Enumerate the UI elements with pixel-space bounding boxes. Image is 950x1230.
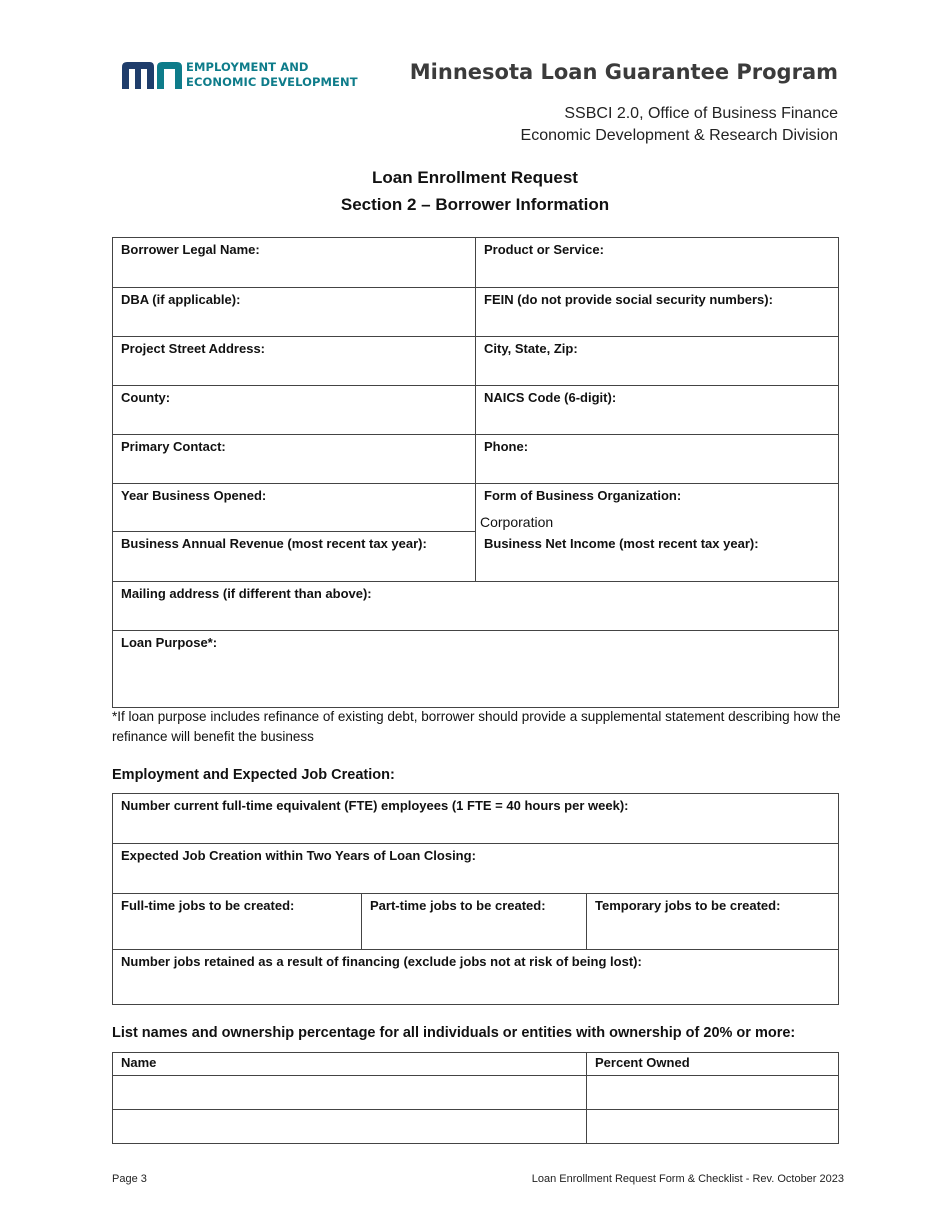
annual-revenue-field[interactable] xyxy=(113,532,476,582)
ownership-heading: List names and ownership percentage for all individuals or entities with ownership of 20% or more: xyxy=(112,1025,796,1041)
field-label: Form of Business Organization: xyxy=(484,488,682,503)
full-time-jobs-field[interactable] xyxy=(113,894,362,950)
naics-field[interactable] xyxy=(476,386,839,435)
field-label: Number current full-time equivalent (FTE) employees (1 FTE = 40 hours per week): xyxy=(121,798,629,813)
deed-logo xyxy=(120,59,365,91)
current-fte-field[interactable] xyxy=(113,794,839,844)
part-time-jobs-field[interactable] xyxy=(362,894,587,950)
office-subtitle: SSBCI 2.0, Office of Business Finance xyxy=(564,105,838,122)
primary-contact-field[interactable] xyxy=(113,435,476,484)
field-label: Business Net Income (most recent tax year): xyxy=(484,536,759,551)
temporary-jobs-field[interactable] xyxy=(587,894,839,950)
field-label: Full-time jobs to be created: xyxy=(121,898,295,913)
business-org-cell xyxy=(476,484,839,582)
form-of-organization-field[interactable] xyxy=(476,484,838,532)
field-label: City, State, Zip: xyxy=(484,341,578,356)
column-label: Name xyxy=(121,1055,157,1070)
form-title: Loan Enrollment Request xyxy=(372,168,578,187)
field-label: Phone: xyxy=(484,439,529,454)
field-label: County: xyxy=(121,390,171,405)
field-label: Expected Job Creation within Two Years of Loan Closing: xyxy=(121,848,476,863)
percent-owned-column-header xyxy=(587,1053,839,1076)
column-label: Percent Owned xyxy=(595,1055,690,1070)
field-label: DBA (if applicable): xyxy=(121,292,241,307)
field-label: Mailing address (if different than above): xyxy=(121,586,372,601)
fein-field[interactable] xyxy=(476,288,839,337)
mn-logo-icon xyxy=(120,59,184,91)
division-subtitle: Economic Development & Research Division xyxy=(520,127,838,144)
field-label: FEIN (do not provide social security numbers): xyxy=(484,292,773,307)
section-title: Section 2 – Borrower Information xyxy=(340,195,610,214)
logo-line-1: EMPLOYMENT AND xyxy=(186,60,309,74)
field-label: Number jobs retained as a result of financing (exclude jobs not at risk of being lost): xyxy=(121,954,642,969)
employment-table xyxy=(112,793,839,1005)
borrower-legal-name-field[interactable] xyxy=(113,238,476,288)
owner-name-cell[interactable] xyxy=(113,1076,587,1110)
form-of-organization-value: Corporation xyxy=(480,514,554,530)
borrower-info-table xyxy=(112,237,839,708)
percent-owned-cell[interactable] xyxy=(587,1110,839,1144)
percent-owned-cell[interactable] xyxy=(587,1076,839,1110)
field-label: Primary Contact: xyxy=(121,439,226,454)
refinance-footnote: *If loan purpose includes refinance of existing debt, borrower should provide a supplemental statement describing how the refinance will benefit the business xyxy=(112,709,841,744)
ownership-table xyxy=(112,1052,839,1144)
net-income-field[interactable] xyxy=(476,532,838,581)
mailing-address-field[interactable] xyxy=(113,582,839,631)
logo-line-2: ECONOMIC DEVELOPMENT xyxy=(186,75,358,89)
field-label: Borrower Legal Name: xyxy=(121,242,260,257)
table-row xyxy=(113,1076,839,1110)
page-number: Page 3 xyxy=(112,1173,147,1185)
city-state-zip-field[interactable] xyxy=(476,337,839,386)
expected-job-creation-label xyxy=(113,844,839,894)
owner-name-cell[interactable] xyxy=(113,1110,587,1144)
product-service-field[interactable] xyxy=(476,238,839,288)
field-label: Loan Purpose*: xyxy=(121,635,218,650)
table-row xyxy=(113,1110,839,1144)
field-label: Product or Service: xyxy=(484,242,604,257)
form-revision: Loan Enrollment Request Form & Checklist - Rev. October 2023 xyxy=(531,1173,844,1185)
program-title: Minnesota Loan Guarantee Program xyxy=(409,60,838,84)
field-label: Year Business Opened: xyxy=(121,488,267,503)
field-label: Part-time jobs to be created: xyxy=(370,898,546,913)
phone-field[interactable] xyxy=(476,435,839,484)
field-label: Temporary jobs to be created: xyxy=(595,898,781,913)
field-label: NAICS Code (6-digit): xyxy=(484,390,617,405)
logo-wordmark xyxy=(186,60,358,90)
jobs-retained-field[interactable] xyxy=(113,950,839,1005)
street-address-field[interactable] xyxy=(113,337,476,386)
dba-field[interactable] xyxy=(113,288,476,337)
county-field[interactable] xyxy=(113,386,476,435)
field-label: Business Annual Revenue (most recent tax year): xyxy=(121,536,427,552)
field-label: Project Street Address: xyxy=(121,341,266,356)
year-opened-field[interactable] xyxy=(113,484,476,532)
name-column-header xyxy=(113,1053,587,1076)
employment-heading: Employment and Expected Job Creation: xyxy=(112,767,395,783)
loan-purpose-field[interactable] xyxy=(113,631,839,708)
